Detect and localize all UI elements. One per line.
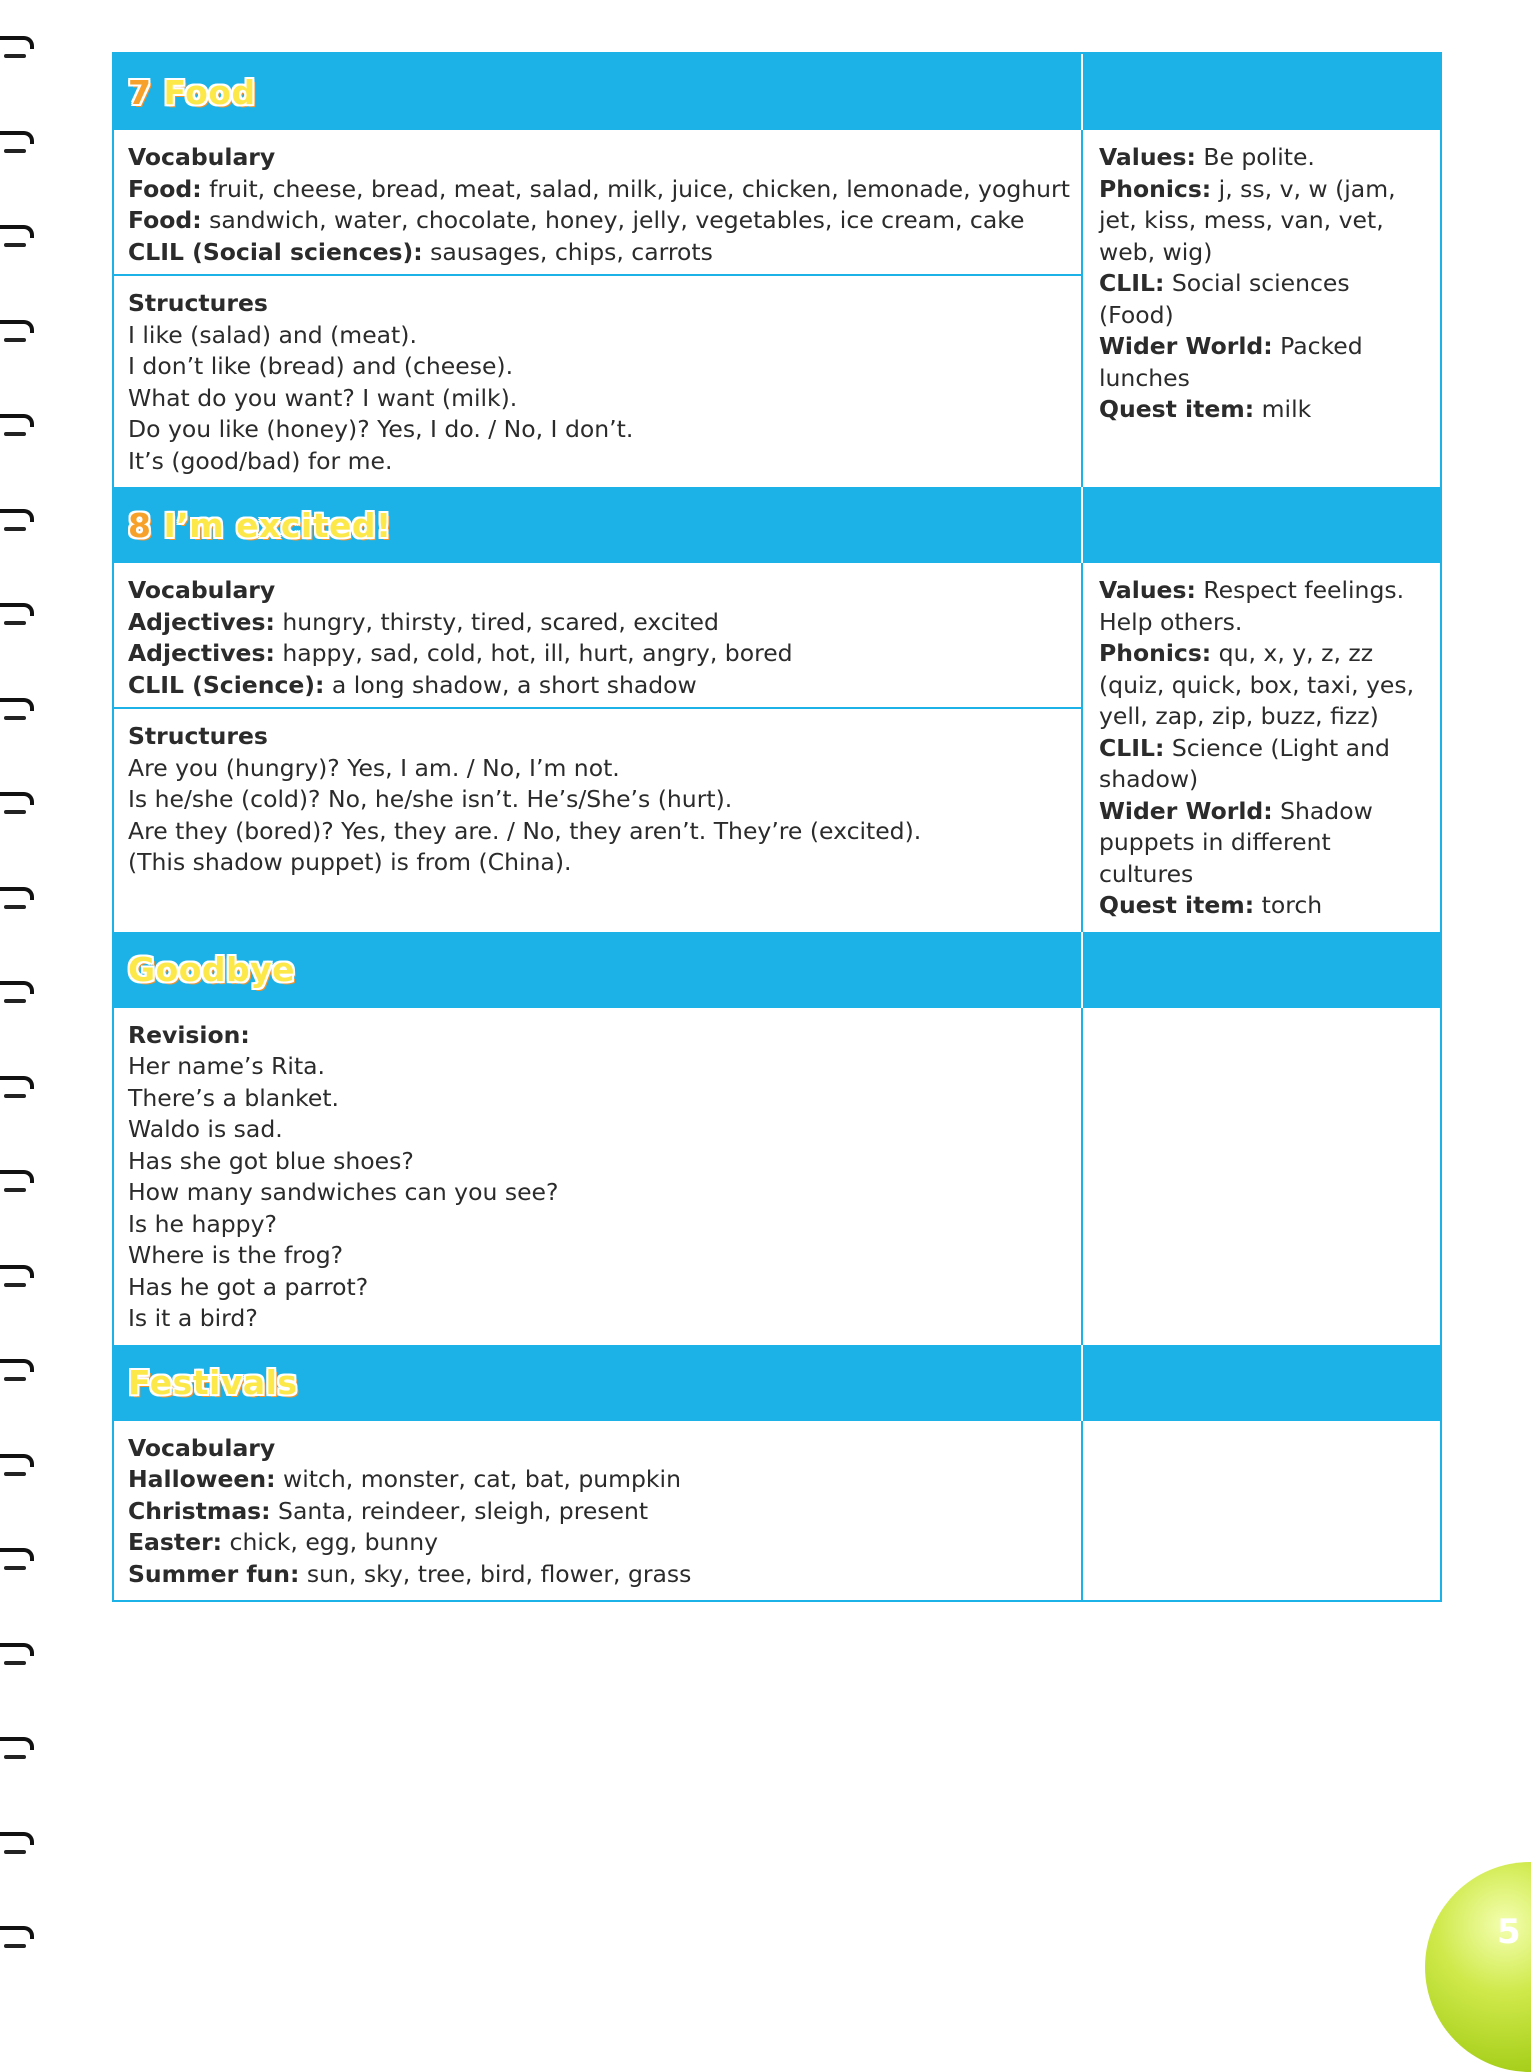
unit-header — [114, 1345, 1440, 1421]
line-text: Has he got a parrot? — [128, 1272, 369, 1301]
note-line — [1099, 796, 1428, 891]
block-heading: Structures — [128, 289, 268, 317]
content-block — [114, 1421, 1081, 1601]
line-text: Where is the frog? — [128, 1241, 344, 1269]
spiral-ring — [0, 692, 34, 722]
note-text: Science (Light and shadow) — [1099, 733, 1390, 793]
spiral-ring — [0, 219, 34, 249]
content-line — [128, 383, 1067, 415]
note-label: Quest item: — [1099, 891, 1255, 919]
line-label: Easter: — [128, 1528, 223, 1556]
unit-body — [114, 1008, 1440, 1345]
line-text: I like (salad) and (meat). — [128, 320, 417, 349]
line-text: Has she got blue shoes? — [128, 1146, 414, 1175]
spiral-ring — [0, 408, 34, 438]
block-heading: Vocabulary — [128, 1433, 276, 1462]
unit-header-notes-cell — [1083, 487, 1440, 563]
spiral-ring — [0, 1826, 34, 1856]
content-line — [128, 638, 1067, 670]
unit-header — [114, 487, 1440, 563]
line-text: Waldo is sad. — [128, 1115, 283, 1143]
unit-title — [128, 950, 295, 989]
unit-notes — [1083, 1008, 1440, 1345]
unit-body — [114, 563, 1440, 932]
spiral-binding — [0, 0, 40, 2000]
note-label: Values: — [1099, 143, 1196, 171]
content-line — [128, 1496, 1067, 1528]
line-label: Christmas: — [128, 1496, 271, 1525]
spiral-ring — [0, 881, 34, 911]
content-line — [128, 1303, 1067, 1335]
spiral-ring — [0, 1448, 34, 1478]
spiral-ring — [0, 1070, 34, 1100]
unit-number: 8 — [128, 505, 152, 545]
content-block — [114, 274, 1081, 487]
unit-title — [128, 1363, 298, 1402]
spiral-ring — [0, 503, 34, 533]
line-text: a long shadow, a short shadow — [324, 670, 697, 699]
block-heading: Vocabulary — [128, 576, 276, 604]
line-text: hungry, thirsty, tired, scared, excited — [274, 607, 719, 636]
note-text: qu, x, y, z, zz (quiz, quick, box, taxi, yes, yell, zap, zip, buzz, fizz) — [1099, 639, 1415, 730]
note-line — [1099, 890, 1428, 922]
line-text: witch, monster, cat, bat, pumpkin — [275, 1465, 681, 1493]
content-line — [128, 1051, 1067, 1083]
note-text: milk — [1254, 395, 1312, 423]
content-line — [128, 1559, 1067, 1591]
note-text: Be polite. — [1195, 143, 1315, 171]
note-text: Respect feelings. Help others. — [1099, 576, 1405, 636]
syllabus-table — [112, 52, 1442, 1602]
unit-title-text: Goodbye — [128, 950, 296, 989]
unit-header — [114, 932, 1440, 1008]
unit-notes — [1083, 1421, 1440, 1601]
spiral-ring — [0, 1637, 34, 1667]
unit-header-title-cell — [114, 54, 1083, 130]
line-text: chick, egg, bunny — [222, 1528, 439, 1556]
unit-header-title-cell — [114, 932, 1083, 1008]
line-text: Are you (hungry)? Yes, I am. / No, I’m not. — [128, 753, 620, 782]
line-label: CLIL (Social sciences): — [128, 237, 423, 266]
spiral-ring — [0, 975, 34, 1005]
note-label: CLIL: — [1099, 733, 1165, 762]
line-text: happy, sad, cold, hot, ill, hurt, angry, bored — [274, 639, 793, 667]
content-block — [114, 130, 1081, 274]
note-line — [1099, 174, 1428, 269]
spiral-ring — [0, 597, 34, 627]
unit-header-notes-cell — [1083, 932, 1440, 1008]
line-label: CLIL (Science): — [128, 670, 325, 699]
unit-title — [128, 73, 256, 112]
line-label: Summer fun: — [128, 1559, 300, 1588]
block-heading: Vocabulary — [128, 143, 276, 171]
spiral-ring — [0, 30, 34, 60]
content-line — [128, 753, 1067, 785]
content-block — [114, 563, 1081, 707]
line-text: It’s (good/bad) for me. — [128, 446, 393, 475]
content-line — [128, 174, 1070, 206]
content-line — [128, 670, 1067, 702]
spiral-ring — [0, 1259, 34, 1289]
spiral-ring — [0, 1353, 34, 1383]
line-text: I don’t like (bread) and (cheese). — [128, 352, 514, 380]
line-text: Are they (bored)? Yes, they are. / No, they aren’t. They’re (excited). — [128, 816, 922, 845]
content-block — [114, 707, 1081, 889]
note-line — [1099, 394, 1428, 426]
note-label: Phonics: — [1099, 639, 1212, 667]
unit-header-notes-cell — [1083, 1345, 1440, 1421]
unit-number: 7 — [128, 72, 152, 112]
unit-notes — [1083, 563, 1440, 932]
content-line — [128, 1114, 1067, 1146]
unit-content — [114, 1421, 1083, 1601]
content-line — [128, 847, 1067, 879]
line-label: Food: — [128, 174, 202, 203]
note-label: Phonics: — [1099, 174, 1212, 203]
note-label: Quest item: — [1099, 395, 1255, 423]
content-line — [128, 1240, 1067, 1272]
line-text: Do you like (honey)? Yes, I do. / No, I don’t. — [128, 415, 634, 443]
line-label: Adjectives: — [128, 639, 275, 667]
unit-title — [128, 506, 392, 545]
note-label: Values: — [1099, 576, 1196, 604]
line-text: fruit, cheese, bread, meat, salad, milk, juice, chicken, lemonade, yoghurt — [201, 174, 1070, 203]
line-label: Food: — [128, 206, 202, 234]
unit-content — [114, 1008, 1083, 1345]
note-line — [1099, 575, 1428, 638]
block-heading: Revision: — [128, 1020, 250, 1049]
content-line — [128, 1146, 1067, 1178]
note-line — [1099, 142, 1428, 174]
note-text: Social sciences (Food) — [1099, 269, 1350, 329]
unit-header-title-cell — [114, 487, 1083, 563]
note-text: Packed lunches — [1099, 332, 1363, 392]
note-line — [1099, 638, 1428, 733]
content-line — [128, 816, 1067, 848]
unit-notes — [1083, 130, 1440, 487]
note-line — [1099, 331, 1428, 394]
unit-header-title-cell — [114, 1345, 1083, 1421]
content-line — [128, 1209, 1067, 1241]
line-text: Is it a bird? — [128, 1304, 258, 1332]
line-text: (This shadow puppet) is from (China). — [128, 848, 572, 876]
line-text: What do you want? I want (milk). — [128, 383, 518, 412]
spiral-ring — [0, 1542, 34, 1572]
content-line — [128, 784, 1067, 816]
unit-title-text: Festivals — [128, 1363, 298, 1402]
note-line — [1099, 733, 1428, 796]
content-block — [114, 1008, 1081, 1345]
content-line — [128, 1083, 1067, 1115]
spiral-ring — [0, 1920, 34, 1950]
unit-header — [114, 54, 1440, 130]
note-text: Shadow puppets in different cultures — [1099, 796, 1373, 888]
spiral-ring — [0, 125, 34, 155]
spiral-ring — [0, 314, 34, 344]
line-text: Is he/she (cold)? No, he/she isn’t. He’s/She’s (hurt). — [128, 785, 733, 813]
note-label: Wider World: — [1099, 796, 1273, 825]
unit-content — [114, 130, 1083, 487]
unit-content — [114, 563, 1083, 932]
unit-title-text: Food — [163, 72, 256, 112]
note-label: CLIL: — [1099, 269, 1165, 297]
unit-body — [114, 1421, 1440, 1601]
content-line — [128, 351, 1067, 383]
page-number-badge — [1425, 1862, 1531, 2072]
content-line — [128, 1272, 1067, 1304]
unit-header-notes-cell — [1083, 54, 1440, 130]
content-line — [128, 446, 1067, 478]
note-line — [1099, 268, 1428, 331]
content-line — [128, 607, 1067, 639]
content-line — [128, 1527, 1067, 1559]
content-line — [128, 320, 1067, 352]
line-text: Santa, reindeer, sleigh, present — [270, 1496, 649, 1525]
content-line — [128, 237, 1067, 269]
line-text: sun, sky, tree, bird, flower, grass — [299, 1559, 692, 1588]
page-number: 5 — [1497, 1912, 1521, 1952]
spiral-ring — [0, 786, 34, 816]
note-label: Wider World: — [1099, 332, 1273, 360]
unit-title-text: I’m excited! — [163, 505, 392, 545]
note-text: j, ss, v, w (jam, jet, kiss, mess, van, vet, web, wig) — [1099, 174, 1396, 266]
spiral-ring — [0, 1731, 34, 1761]
line-label: Adjectives: — [128, 607, 275, 636]
content-line — [128, 1464, 1067, 1496]
content-line — [128, 205, 1067, 237]
line-text: There’s a blanket. — [128, 1083, 340, 1112]
line-text: Her name’s Rita. — [128, 1052, 326, 1080]
content-line — [128, 414, 1067, 446]
content-line — [128, 1177, 1067, 1209]
unit-body — [114, 130, 1440, 487]
line-text: sandwich, water, chocolate, honey, jelly, vegetables, ice cream, cake — [201, 206, 1025, 234]
spiral-ring — [0, 1164, 34, 1194]
line-text: sausages, chips, carrots — [422, 237, 713, 266]
line-text: How many sandwiches can you see? — [128, 1178, 559, 1206]
line-label: Halloween: — [128, 1465, 276, 1493]
line-text: Is he happy? — [128, 1209, 277, 1238]
block-heading: Structures — [128, 722, 268, 750]
note-text: torch — [1254, 891, 1323, 919]
